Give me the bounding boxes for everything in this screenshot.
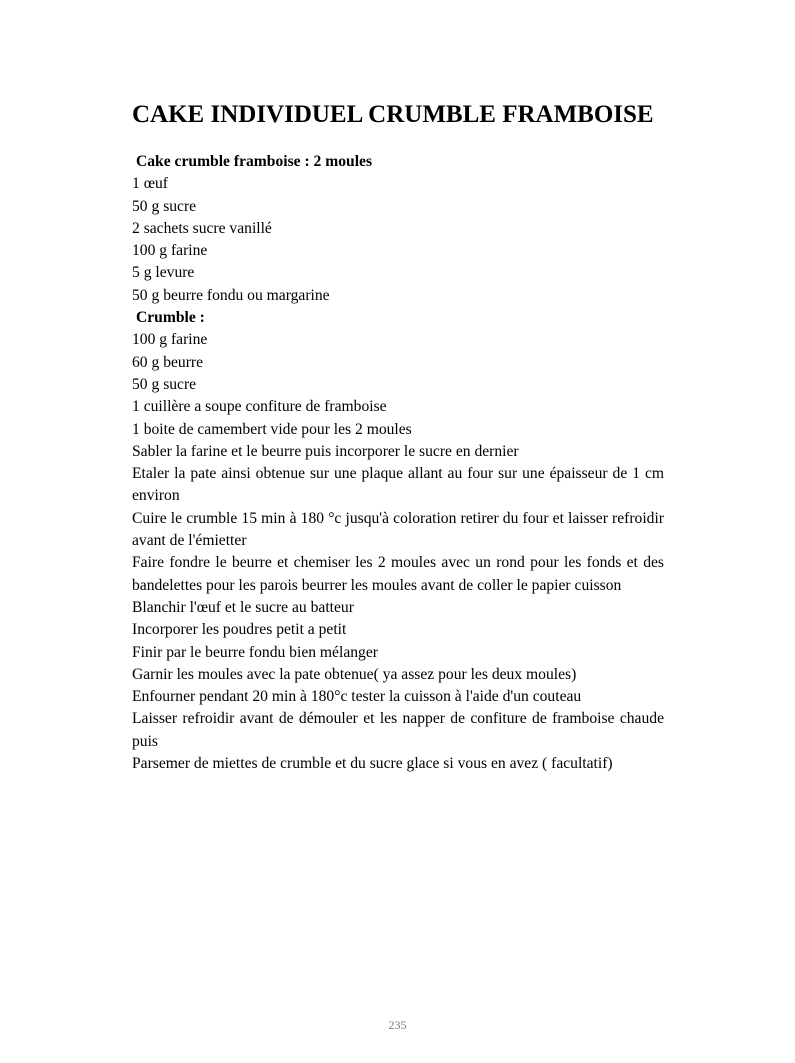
instruction-step: Parsemer de miettes de crumble et du sucre glace si vous en avez ( facultatif)	[132, 755, 613, 773]
page-number: 235	[388, 1018, 407, 1032]
instruction-step: Sabler la farine et le beurre puis incorporer le sucre en dernier	[132, 442, 519, 460]
instruction-step: Faire fondre le beurre et chemiser les 2 moules avec un rond pour les fonds et des bandelettes pour les parois beurrer les moules avant de coller le papier cuisson	[132, 554, 664, 594]
ingredient-line: 1 boite de camembert vide pour les 2 moules	[132, 420, 412, 438]
instruction-step: Etaler la pate ainsi obtenue sur une plaque allant au four sur une épaisseur de 1 cm environ	[132, 465, 664, 505]
recipe-body	[132, 151, 664, 775]
instruction-step: Incorporer les poudres petit a petit	[132, 621, 347, 639]
ingredient-line: 50 g sucre	[132, 375, 197, 393]
instruction-step: Enfourner pendant 20 min à 180°c tester la cuisson à l'aide d'un couteau	[132, 688, 582, 706]
instruction-step: Laisser refroidir avant de démouler et les napper de confiture de framboise chaude puis	[132, 710, 664, 750]
ingredient-line: 100 g farine	[132, 242, 208, 260]
cake-section-heading: Cake crumble framboise : 2 moules	[136, 153, 373, 170]
ingredient-line: 5 g levure	[132, 264, 195, 282]
instruction-step: Garnir les moules avec la pate obtenue( ya assez pour les deux moules)	[132, 665, 577, 683]
instruction-step: Blanchir l'œuf et le sucre au batteur	[132, 598, 354, 616]
crumble-section-heading: Crumble :	[136, 309, 205, 327]
ingredient-line: 50 g beurre fondu ou margarine	[132, 286, 330, 304]
ingredient-line: 1 cuillère a soupe confiture de framboise	[132, 398, 387, 416]
ingredient-line: 2 sachets sucre vanillé	[132, 219, 272, 237]
instruction-step: Cuire le crumble 15 min à 180 °c jusqu'à coloration retirer du four et laisser refroidir avant de l'émietter	[132, 509, 664, 550]
ingredient-line: 60 g beurre	[132, 353, 204, 371]
ingredient-line: 50 g sucre	[132, 197, 197, 215]
recipe-title: CAKE INDIVIDUEL CRUMBLE FRAMBOISE	[132, 101, 654, 128]
instruction-step: Finir par le beurre fondu bien mélanger	[132, 643, 378, 661]
ingredient-line: 1 œuf	[132, 175, 168, 193]
ingredient-line: 100 g farine	[132, 331, 208, 349]
